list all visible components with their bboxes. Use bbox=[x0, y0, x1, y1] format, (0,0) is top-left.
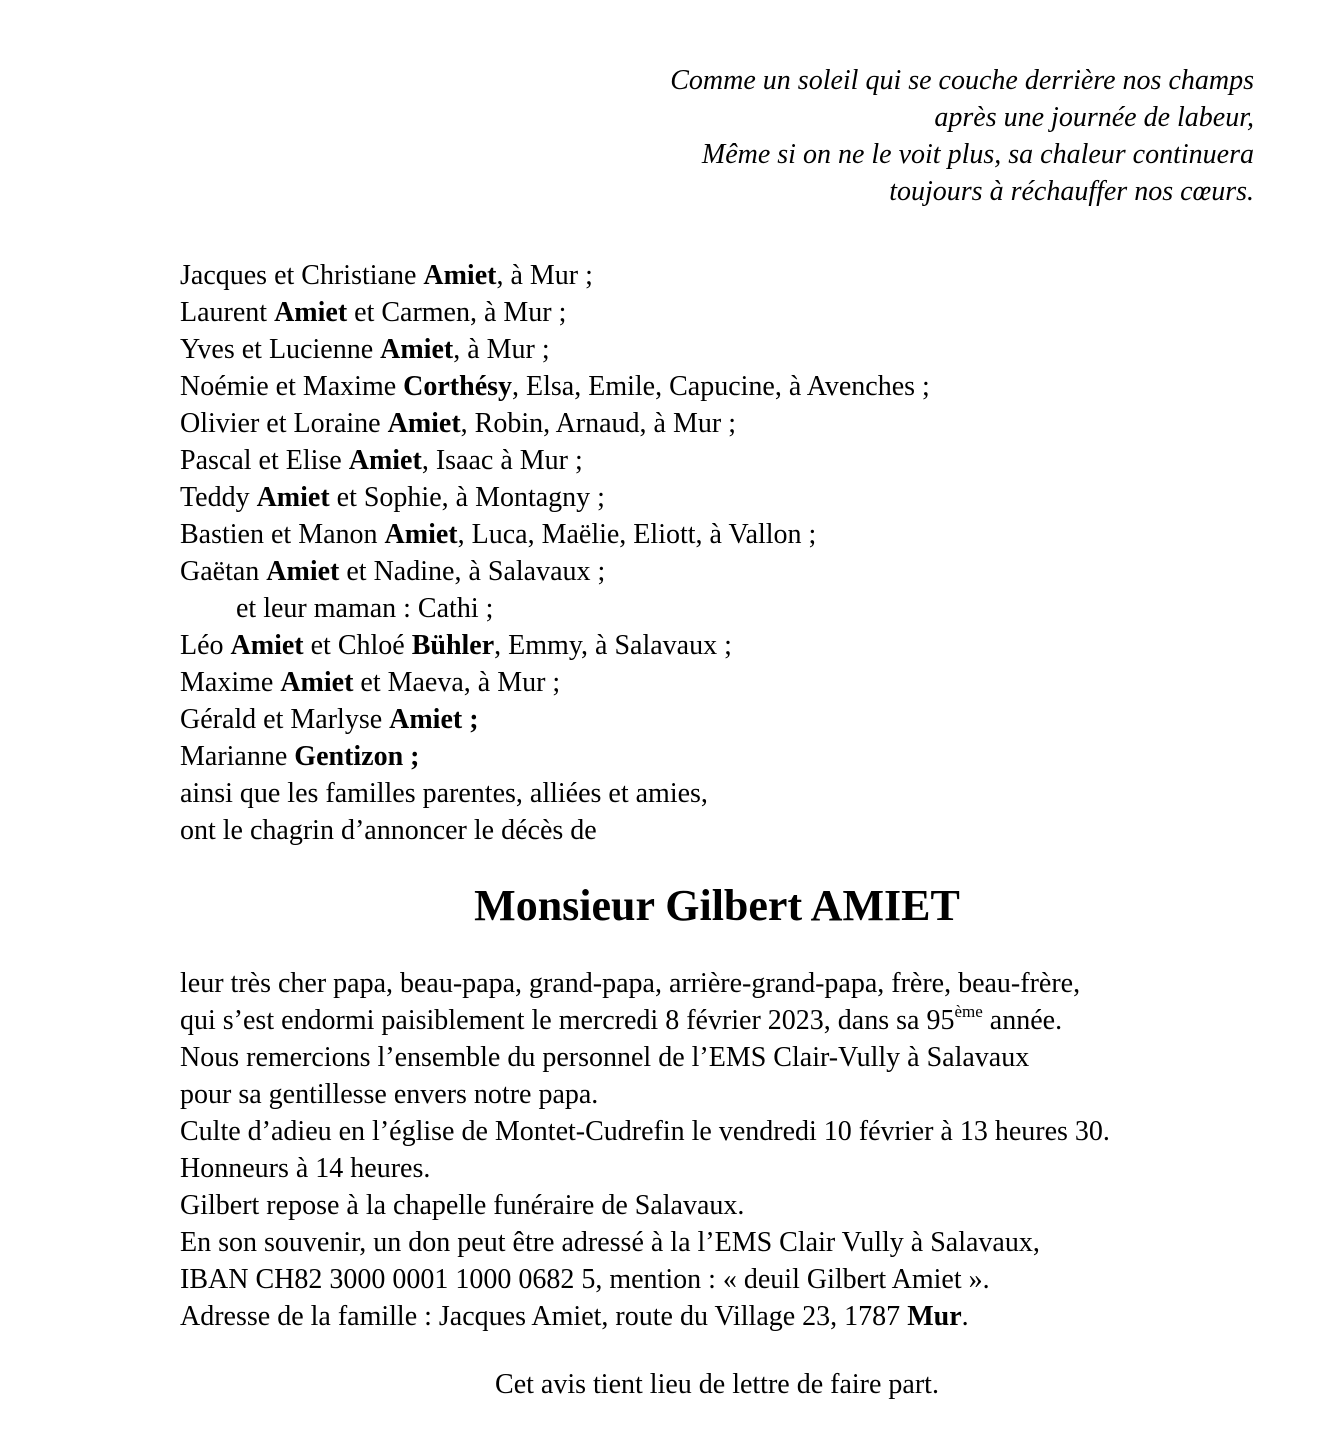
family-line bbox=[180, 516, 930, 553]
family-line-text: Gaëtan bbox=[180, 556, 267, 587]
family-surname: Amiet bbox=[256, 482, 330, 513]
body-line: En son souvenir, un don peut être adressé à la l’EMS Clair Vully à Salavaux, bbox=[180, 1227, 1040, 1258]
family-surname: Amiet bbox=[280, 667, 354, 698]
body-line bbox=[180, 1002, 1110, 1039]
epigraph-line: toujours à réchauffer nos cœurs. bbox=[889, 176, 1254, 207]
family-line-text: et Maeva, à Mur ; bbox=[353, 667, 561, 698]
family-surname: Amiet ; bbox=[389, 704, 479, 735]
family-line-text: et Carmen, à Mur ; bbox=[347, 297, 567, 328]
body-line-text: année. bbox=[982, 1005, 1063, 1036]
family-line-text: et Nadine, à Salavaux ; bbox=[339, 556, 606, 587]
family-line bbox=[180, 331, 930, 368]
family-surname: Amiet bbox=[348, 445, 422, 476]
body-line: Nous remercions l’ensemble du personnel de l’EMS Clair-Vully à Salavaux bbox=[180, 1042, 1030, 1073]
closing-note: Cet avis tient lieu de lettre de faire part. bbox=[495, 1369, 939, 1400]
body-line-text: . bbox=[961, 1301, 969, 1332]
family-surname: Gentizon ; bbox=[294, 741, 420, 772]
family-line-text: , à Mur ; bbox=[453, 334, 550, 365]
family-line-text: Maxime bbox=[180, 667, 281, 698]
family-surname: Amiet bbox=[423, 260, 497, 291]
family-line-text: Pascal et Elise bbox=[180, 445, 349, 476]
family-list bbox=[180, 257, 930, 849]
family-line-text: Olivier et Loraine bbox=[180, 408, 388, 439]
body-line: Gilbert repose à la chapelle funéraire de Salavaux. bbox=[180, 1190, 745, 1221]
family-surname: Amiet bbox=[387, 408, 461, 439]
body-line-text: qui s’est endormi paisiblement le mercredi 8 février 2023, dans sa 95 bbox=[180, 1005, 955, 1036]
body-line: Honneurs à 14 heures. bbox=[180, 1153, 431, 1184]
family-line bbox=[180, 553, 930, 590]
family-line: ainsi que les familles parentes, alliées et amies, bbox=[180, 778, 708, 809]
body-line: leur très cher papa, beau-papa, grand-papa, arrière-grand-papa, frère, beau-frère, bbox=[180, 968, 1081, 999]
family-line bbox=[180, 405, 930, 442]
family-surname: Amiet bbox=[274, 297, 348, 328]
family-line-text: , Luca, Maëlie, Eliott, à Vallon ; bbox=[457, 519, 817, 550]
body-line-text: Adresse de la famille : Jacques Amiet, route du Village 23, 1787 bbox=[180, 1301, 908, 1332]
family-surname: Bühler bbox=[411, 630, 495, 661]
family-line-text: Yves et Lucienne bbox=[180, 334, 381, 365]
family-line-text: et Sophie, à Montagny ; bbox=[329, 482, 605, 513]
family-line-text: , Emmy, à Salavaux ; bbox=[494, 630, 732, 661]
family-line-text: Teddy bbox=[180, 482, 257, 513]
family-surname: Corthésy bbox=[403, 371, 513, 402]
family-line-text: , Isaac à Mur ; bbox=[421, 445, 583, 476]
family-line-text: Léo bbox=[180, 630, 231, 661]
family-line-text: Laurent bbox=[180, 297, 275, 328]
body-line: pour sa gentillesse envers notre papa. bbox=[180, 1079, 599, 1110]
family-surname: Amiet bbox=[266, 556, 340, 587]
epigraph-line: Même si on ne le voit plus, sa chaleur continuera bbox=[701, 139, 1254, 170]
deceased-name: Monsieur Gilbert AMIET bbox=[474, 881, 960, 930]
family-line-text: , Robin, Arnaud, à Mur ; bbox=[460, 408, 736, 439]
family-line bbox=[180, 257, 930, 294]
family-line-indented: et leur maman : Cathi ; bbox=[236, 593, 494, 624]
family-line-text: Gérald et Marlyse bbox=[180, 704, 390, 735]
family-line-text: , à Mur ; bbox=[496, 260, 593, 291]
ordinal-suffix: ème bbox=[954, 1002, 983, 1021]
body-line: Culte d’adieu en l’église de Montet-Cudrefin le vendredi 10 février à 13 heures 30. bbox=[180, 1116, 1110, 1147]
epigraph-line: après une journée de labeur, bbox=[934, 102, 1254, 133]
family-line: ont le chagrin d’annoncer le décès de bbox=[180, 815, 597, 846]
family-line bbox=[180, 627, 930, 664]
family-line-text: Jacques et Christiane bbox=[180, 260, 424, 291]
address-town: Mur bbox=[907, 1301, 962, 1332]
family-line bbox=[180, 442, 930, 479]
epigraph-line: Comme un soleil qui se couche derrière nos champs bbox=[670, 65, 1254, 96]
family-line bbox=[180, 294, 930, 331]
family-line-text: , Elsa, Emile, Capucine, à Avenches ; bbox=[512, 371, 930, 402]
epigraph-poem bbox=[670, 62, 1254, 210]
family-line bbox=[180, 479, 930, 516]
notice-body bbox=[180, 965, 1110, 1335]
family-surname: Amiet bbox=[230, 630, 304, 661]
family-line-text: Marianne bbox=[180, 741, 295, 772]
family-surname: Amiet bbox=[384, 519, 458, 550]
body-line-address bbox=[180, 1298, 1110, 1335]
family-line-text: et Chloé bbox=[303, 630, 412, 661]
family-line bbox=[180, 701, 930, 738]
family-line bbox=[180, 664, 930, 701]
body-line-iban: IBAN CH82 3000 0001 1000 0682 5, mention : « deuil Gilbert Amiet ». bbox=[180, 1264, 990, 1295]
family-line-text: Bastien et Manon bbox=[180, 519, 385, 550]
family-surname: Amiet bbox=[380, 334, 454, 365]
family-line-text: Noémie et Maxime bbox=[180, 371, 404, 402]
family-line bbox=[180, 368, 930, 405]
family-line bbox=[180, 738, 930, 775]
